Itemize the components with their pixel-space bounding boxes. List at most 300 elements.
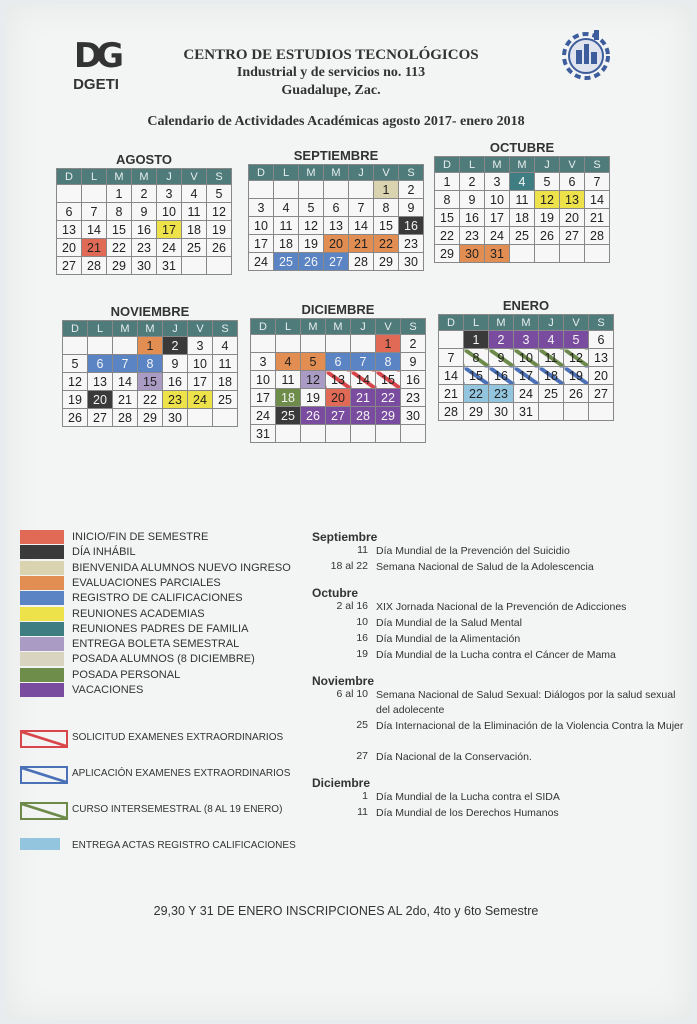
day-cell: 24 [157,239,182,257]
empty-cell [249,181,274,199]
month-title: AGOSTO [115,152,173,167]
month-title: OCTUBRE [489,140,555,155]
day-cell: 14 [349,217,374,235]
weekday-header: D [251,319,276,335]
legend-label: REUNIONES ACADEMIAS [72,607,205,620]
day-cell: 14 [82,221,107,239]
day-cell: 7 [349,199,374,217]
day-cell: 16 [489,367,514,385]
day-cell: 30 [401,407,426,425]
day-cell: 29 [376,407,401,425]
empty-cell [276,425,301,443]
empty-cell [510,245,535,263]
event-text: Día Mundial de la Salud Mental [376,617,522,629]
day-cell: 2 [399,181,424,199]
events-month-heading: Octubre [312,586,359,600]
day-cell: 29 [107,257,132,275]
empty-cell [324,181,349,199]
day-cell: 25 [274,253,299,271]
day-cell: 9 [163,355,188,373]
legend-swatch [20,607,64,621]
empty-cell [301,335,326,353]
legend-swatch [20,668,64,682]
day-cell: 17 [188,373,213,391]
day-cell: 28 [585,227,610,245]
day-cell: 22 [138,391,163,409]
legend-label: POSADA PERSONAL [72,668,181,681]
day-cell: 19 [299,235,324,253]
month-title: NOVIEMBRE [110,304,190,319]
day-cell: 11 [182,203,207,221]
weekday-header: D [57,169,82,185]
day-cell: 16 [399,217,424,235]
day-cell: 23 [460,227,485,245]
weekday-header: S [213,321,238,337]
day-cell: 30 [399,253,424,271]
day-cell: 8 [107,203,132,221]
day-cell: 3 [514,331,539,349]
day-cell: 2 [132,185,157,203]
legend-box-swatch [20,766,68,784]
weekday-header: M [299,165,324,181]
day-cell: 19 [63,391,88,409]
weekday-header: M [138,321,163,337]
empty-cell [207,257,232,275]
day-cell: 15 [435,209,460,227]
weekday-header: S [401,319,426,335]
day-cell: 17 [251,389,276,407]
weekday-header: M [489,315,514,331]
day-cell: 9 [489,349,514,367]
day-cell: 17 [485,209,510,227]
weekday-header: V [564,315,589,331]
day-cell: 8 [374,199,399,217]
event-text: Día Mundial de la Lucha contra el SIDA [376,791,560,803]
event-text: Día Nacional de la Conservación. [376,751,532,763]
day-cell: 30 [132,257,157,275]
empty-cell [589,403,614,421]
day-cell: 4 [182,185,207,203]
legend-box-swatch [20,730,68,748]
legend-label: BIENVENIDA ALUMNOS NUEVO INGRESO [72,561,291,574]
day-cell: 8 [435,191,460,209]
day-cell: 2 [460,173,485,191]
empty-cell [88,337,113,355]
day-cell: 26 [299,253,324,271]
enrollment-note: 29,30 Y 31 DE ENERO INSCRIPCIONES AL 2do, 4to y 6to Semestre [153,904,539,918]
day-cell: 3 [188,337,213,355]
weekday-header: V [560,157,585,173]
empty-cell [326,335,351,353]
day-cell: 30 [163,409,188,427]
month-enero [438,298,614,421]
day-cell: 4 [274,199,299,217]
day-cell: 24 [514,385,539,403]
day-cell: 2 [401,335,426,353]
day-cell: 15 [107,221,132,239]
month-octubre [434,140,610,263]
empty-cell [301,425,326,443]
day-cell: 5 [564,331,589,349]
day-cell: 17 [249,235,274,253]
event-day: 19 [356,648,368,660]
event-row [312,544,692,560]
weekday-header: V [376,319,401,335]
day-cell: 28 [113,409,138,427]
day-cell: 31 [514,403,539,421]
day-cell: 19 [301,389,326,407]
day-cell: 1 [107,185,132,203]
day-cell: 8 [376,353,401,371]
day-cell: 6 [88,355,113,373]
legend-box-label: ENTREGA ACTAS REGISTRO CALIFICACIONES [72,840,296,851]
legend-swatch [20,576,64,590]
day-cell: 20 [57,239,82,257]
day-cell: 25 [213,391,238,409]
day-cell: 28 [82,257,107,275]
dgeti-logo-text: DGETI [73,76,119,93]
day-cell: 29 [464,403,489,421]
legend-swatch [20,622,64,636]
empty-cell [182,257,207,275]
weekday-header: M [132,169,157,185]
day-cell: 21 [82,239,107,257]
day-cell: 20 [560,209,585,227]
weekday-header: L [88,321,113,337]
event-row [312,688,692,719]
empty-cell [326,425,351,443]
day-cell: 18 [510,209,535,227]
empty-cell [274,181,299,199]
weekday-header: L [274,165,299,181]
day-cell: 8 [138,355,163,373]
day-cell: 15 [464,367,489,385]
day-cell: 30 [460,245,485,263]
day-cell: 2 [489,331,514,349]
day-cell: 24 [485,227,510,245]
document-page [6,4,692,1020]
event-day: 25 [356,719,368,731]
legend-label: ENTREGA BOLETA SEMESTRAL [72,638,240,651]
day-cell: 16 [163,373,188,391]
day-cell: 14 [351,371,376,389]
school-number: Industrial y de servicios no. 113 [236,65,426,80]
event-row [312,806,692,822]
day-cell: 1 [374,181,399,199]
event-text: Día Mundial de los Derechos Humanos [376,807,559,819]
weekday-header: M [301,319,326,335]
day-cell: 27 [560,227,585,245]
day-cell: 5 [63,355,88,373]
day-cell: 11 [510,191,535,209]
empty-cell [564,403,589,421]
day-cell: 26 [564,385,589,403]
empty-cell [213,409,238,427]
weekday-header: V [182,169,207,185]
day-cell: 11 [213,355,238,373]
legend-box-label: APLICACIÓN EXAMENES EXTRAORDINARIOS [72,768,291,779]
events-month-heading: Diciembre [312,776,371,790]
day-cell: 31 [157,257,182,275]
school-location: Guadalupe, Zac. [281,83,381,98]
day-cell: 13 [589,349,614,367]
day-cell: 25 [276,407,301,425]
day-cell: 27 [57,257,82,275]
legend-swatch [20,530,64,544]
day-cell: 31 [251,425,276,443]
day-cell: 7 [585,173,610,191]
day-cell: 27 [324,253,349,271]
day-cell: 9 [132,203,157,221]
day-cell: 20 [589,367,614,385]
event-text: Día Mundial de la Prevención del Suicidio [376,545,570,557]
legend-label: INICIO/FIN DE SEMESTRE [72,531,209,543]
day-cell: 5 [299,199,324,217]
weekday-header: L [276,319,301,335]
event-day: 18 al 22 [330,560,368,572]
empty-cell [376,425,401,443]
day-cell: 28 [349,253,374,271]
event-row [312,560,692,576]
empty-cell [113,337,138,355]
weekday-header: S [399,165,424,181]
day-cell: 21 [585,209,610,227]
empty-cell [560,245,585,263]
weekday-header: L [460,157,485,173]
day-cell: 9 [460,191,485,209]
day-cell: 22 [376,389,401,407]
day-cell: 12 [301,371,326,389]
weekday-header: M [113,321,138,337]
day-cell: 13 [560,191,585,209]
weekday-header: S [589,315,614,331]
legend-label: REUNIONES PADRES DE FAMILIA [72,622,249,635]
month-table [248,164,424,271]
day-cell: 29 [138,409,163,427]
event-text: Día Mundial de la Alimentación [376,633,521,645]
event-row [312,719,692,750]
event-day: 27 [356,750,368,762]
day-cell: 13 [57,221,82,239]
day-cell: 17 [514,367,539,385]
weekday-header: M [510,157,535,173]
weekday-header: S [585,157,610,173]
day-cell: 22 [107,239,132,257]
day-cell: 6 [560,173,585,191]
day-cell: 26 [63,409,88,427]
day-cell: 13 [324,217,349,235]
cetis-gear-logo-icon [554,22,618,86]
day-cell: 19 [535,209,560,227]
events-spacer [312,822,692,828]
events-spacer [312,664,692,670]
school-header [136,46,526,100]
day-cell: 22 [464,385,489,403]
day-cell: 31 [485,245,510,263]
day-cell: 13 [326,371,351,389]
legend-box-label: SOLICITUD EXAMENES EXTRAORDINARIOS [72,732,284,743]
empty-cell [57,185,82,203]
empty-cell [82,185,107,203]
day-cell: 1 [376,335,401,353]
empty-cell [276,335,301,353]
day-cell: 29 [374,253,399,271]
day-cell: 1 [435,173,460,191]
day-cell: 19 [564,367,589,385]
day-cell: 10 [251,371,276,389]
day-cell: 27 [326,407,351,425]
day-cell: 23 [163,391,188,409]
day-cell: 22 [374,235,399,253]
legend-swatch [20,637,64,651]
day-cell: 20 [88,391,113,409]
day-cell: 6 [326,353,351,371]
weekday-header: J [539,315,564,331]
events-month-heading: Septiembre [312,530,378,544]
events-spacer [312,576,692,582]
month-title: ENERO [502,298,550,313]
day-cell: 16 [401,371,426,389]
event-row [312,600,692,616]
day-cell: 12 [207,203,232,221]
day-cell: 14 [439,367,464,385]
empty-cell [351,335,376,353]
day-cell: 3 [157,185,182,203]
day-cell: 28 [351,407,376,425]
day-cell: 4 [213,337,238,355]
day-cell: 12 [299,217,324,235]
weekday-header: M [326,319,351,335]
day-cell: 10 [188,355,213,373]
event-text: Día Internacional de la Eliminación de la Violencia Contra la Mujer [376,720,684,732]
weekday-header: D [249,165,274,181]
legend-box-swatch [20,838,60,850]
day-cell: 3 [485,173,510,191]
month-septiembre [248,148,424,271]
legend-swatch [20,561,64,575]
day-cell: 21 [351,389,376,407]
day-cell: 26 [301,407,326,425]
empty-cell [63,337,88,355]
weekday-header: V [188,321,213,337]
day-cell: 12 [535,191,560,209]
day-cell: 8 [464,349,489,367]
day-cell: 20 [324,235,349,253]
legend-swatch [20,652,64,666]
event-day: 2 al 16 [336,600,368,612]
day-cell: 21 [349,235,374,253]
day-cell: 23 [489,385,514,403]
weekday-header: J [351,319,376,335]
month-agosto [56,152,232,275]
weekday-header: D [63,321,88,337]
day-cell: 10 [157,203,182,221]
weekday-header: D [439,315,464,331]
event-row [312,616,692,632]
month-table [62,320,238,427]
day-cell: 4 [510,173,535,191]
empty-cell [299,181,324,199]
day-cell: 18 [539,367,564,385]
day-cell: 4 [276,353,301,371]
weekday-header: M [485,157,510,173]
day-cell: 17 [157,221,182,239]
event-day: 6 al 10 [336,688,368,700]
day-cell: 5 [535,173,560,191]
day-cell: 23 [401,389,426,407]
day-cell: 1 [138,337,163,355]
school-name: CENTRO DE ESTUDIOS TECNOLÓGICOS [183,47,479,63]
day-cell: 5 [301,353,326,371]
day-cell: 16 [460,209,485,227]
empty-cell [251,335,276,353]
month-title: DICIEMBRE [301,302,375,317]
event-day: 1 [362,790,368,802]
day-cell: 16 [132,221,157,239]
legend-swatch [20,683,64,697]
day-cell: 11 [276,371,301,389]
day-cell: 9 [399,199,424,217]
event-text: Semana Nacional de Salud de la Adolescencia [376,561,594,573]
day-cell: 15 [376,371,401,389]
day-cell: 18 [213,373,238,391]
events-list [312,526,692,828]
month-table [250,318,426,443]
day-cell: 2 [163,337,188,355]
event-row [312,750,692,766]
dgeti-logo [68,36,124,100]
event-text: XIX Jornada Nacional de la Prevención de Adicciones [376,601,627,613]
legend-box-swatch [20,802,68,820]
day-cell: 12 [564,349,589,367]
weekday-header: J [157,169,182,185]
day-cell: 5 [207,185,232,203]
month-title: SEPTIEMBRE [293,148,379,163]
day-cell: 12 [63,373,88,391]
day-cell: 11 [274,217,299,235]
weekday-header: M [514,315,539,331]
day-cell: 24 [188,391,213,409]
day-cell: 15 [138,373,163,391]
event-row [312,648,692,664]
weekday-header: J [535,157,560,173]
day-cell: 25 [182,239,207,257]
day-cell: 6 [57,203,82,221]
empty-cell [539,403,564,421]
day-cell: 26 [535,227,560,245]
day-cell: 21 [439,385,464,403]
day-cell: 15 [374,217,399,235]
day-cell: 13 [88,373,113,391]
legend-label: POSADA ALUMNOS (8 DICIEMBRE) [72,653,255,666]
dgeti-logo-mark-icon: DG [73,36,119,76]
event-day: 16 [356,632,368,644]
day-cell: 4 [539,331,564,349]
day-cell: 11 [539,349,564,367]
legend-swatch [20,591,64,605]
day-cell: 25 [539,385,564,403]
day-cell: 18 [276,389,301,407]
weekday-header: M [107,169,132,185]
empty-cell [585,245,610,263]
calendar-title: Calendario de Actividades Académicas agosto 2017- enero 2018 [147,114,525,129]
weekday-header: L [82,169,107,185]
month-noviembre [62,304,238,427]
day-cell: 9 [401,353,426,371]
day-cell: 27 [589,385,614,403]
legend-swatch [20,545,64,559]
day-cell: 29 [435,245,460,263]
